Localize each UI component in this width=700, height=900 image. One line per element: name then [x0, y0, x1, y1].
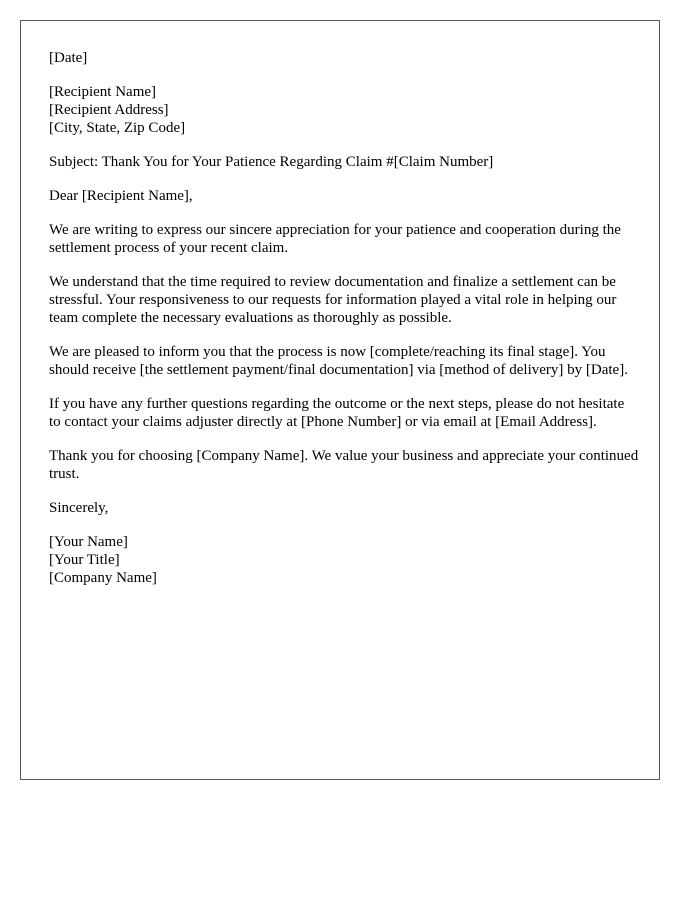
- signature-company: [Company Name]: [49, 570, 157, 586]
- paragraph-appreciation: We are writing to express our sincere appreciation for your patience and cooperation during the settlement process of your recent claim.: [49, 222, 621, 256]
- paragraph-thanks: Thank you for choosing [Company Name]. We value your business and appreciate your continued trust.: [49, 448, 639, 482]
- letter-subject: Subject: Thank You for Your Patience Regarding Claim #[Claim Number]: [49, 154, 494, 170]
- paragraph-questions: If you have any further questions regarding the outcome or the next steps, please do not hesitate to contact your claims adjuster directly at [Phone Number] or via email at [Email Address].: [49, 396, 625, 430]
- recipient-block: [49, 83, 639, 137]
- subject-block: [49, 153, 639, 171]
- letter-salutation: Dear [Recipient Name],: [49, 188, 193, 204]
- letter-page: [20, 20, 660, 780]
- recipient-city-state-zip: [City, State, Zip Code]: [49, 120, 186, 136]
- paragraph-understanding: We understand that the time required to review documentation and finalize a settlement can be stressful. Your responsiveness to our requests for information played a vital role in helping our team complete the necessary evaluations as thoroughly as possible.: [49, 274, 617, 326]
- letter-closing: Sincerely,: [49, 500, 109, 516]
- signature-title: [Your Title]: [49, 552, 120, 568]
- salutation-block: [49, 187, 639, 205]
- signature-name: [Your Name]: [49, 534, 128, 550]
- letter-date: [Date]: [49, 50, 88, 66]
- recipient-address: [Recipient Address]: [49, 102, 169, 118]
- letter-body: [49, 49, 639, 603]
- closing-block: [49, 499, 639, 517]
- paragraph-status: We are pleased to inform you that the process is now [complete/reaching its final stage]. You should receive [the settlement payment/final documentation] via [method of delivery] by [Date].: [49, 344, 628, 378]
- recipient-name: [Recipient Name]: [49, 84, 157, 100]
- signature-block: [49, 533, 639, 587]
- date-block: [49, 49, 639, 67]
